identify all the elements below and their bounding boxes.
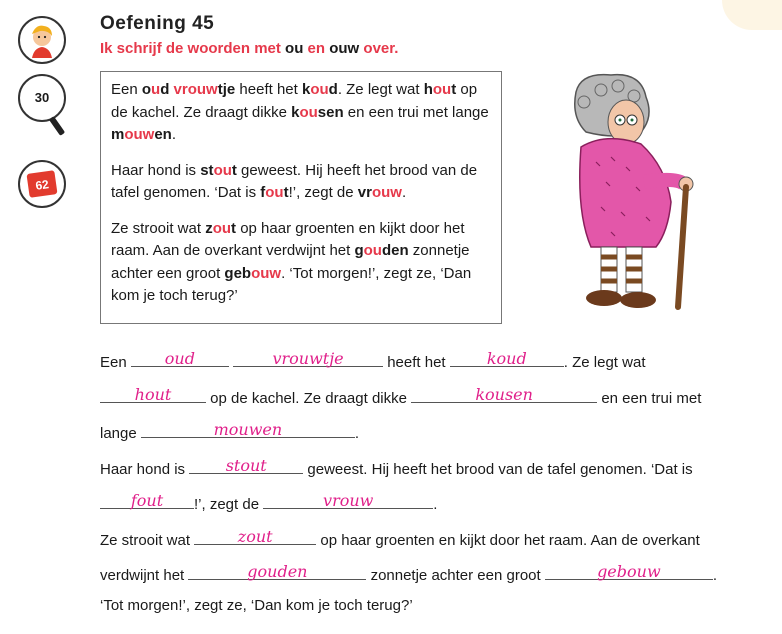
- answer-blank-stout[interactable]: stout: [189, 455, 303, 474]
- worksheet-line-8: ‘Tot morgen!’, zegt ze, ‘Dan kom je toch terug?’: [100, 597, 413, 614]
- time-minutes: 30: [34, 90, 50, 105]
- worksheet-line-1: Een oud vrouwtje heeft het koud . Ze legt wat: [100, 349, 646, 371]
- answer-blank-zout[interactable]: zout: [194, 526, 316, 545]
- answer-blank-vrouw[interactable]: vrouw: [263, 490, 433, 509]
- exercise-instruction: Ik schrijf de woorden met ou en ouw over.: [100, 40, 399, 57]
- answer-blank-hout[interactable]: hout: [100, 384, 206, 403]
- answer-blank-vrouwtje[interactable]: vrouwtje: [233, 348, 383, 367]
- worksheet-line-4: Haar hond is stout geweest. Hij heeft het brood van de tafel genomen. ‘Dat is: [100, 456, 693, 478]
- answer-blank-mouwen[interactable]: mouwen: [141, 419, 355, 438]
- worksheet-line-6: Ze strooit wat zout op haar groenten en kijkt door het raam. Aan de overkant: [100, 527, 700, 549]
- worksheet-line-2: hout op de kachel. Ze draagt dikke kousen en een trui met: [100, 384, 701, 407]
- exercise-title: Oefening 45: [100, 13, 215, 34]
- page-ref-badge: 62: [26, 170, 57, 198]
- worksheet-line-5: fout !’, zegt de vrouw .: [100, 490, 437, 513]
- answer-blank-fout[interactable]: fout: [100, 490, 194, 509]
- reading-paragraph-2: Haar hond is stout geweest. Hij heeft het brood van de tafel genomen. ‘Dat is fout!’, zegt de vrouw.: [111, 161, 478, 201]
- worksheet-line-3: lange mouwen .: [100, 420, 360, 442]
- answer-blank-kousen[interactable]: kousen: [411, 384, 597, 403]
- worksheet-line-7: verdwijnt het gouden zonnetje achter een groot gebouw .: [100, 562, 718, 584]
- reading-paragraph-1: Een oud vrouwtje heeft het koud. Ze legt wat hout op de kachel. Ze draagt dikke kousen en een trui met lange mouwen.: [111, 81, 489, 143]
- reading-paragraph-3: Ze strooit wat zout op haar groenten en kijkt door het raam. Aan de overkant verdwijnt het gouden zonnetje achter een groot gebouw. ‘Tot morgen!’, zegt ze, ‘Dan kom je toch terug?’: [111, 219, 472, 304]
- answer-blank-gebouw[interactable]: gebouw: [545, 561, 713, 580]
- answer-blank-oud[interactable]: oud: [131, 348, 229, 367]
- answer-blank-gouden[interactable]: gouden: [188, 561, 366, 580]
- answer-blank-koud[interactable]: koud: [450, 348, 564, 367]
